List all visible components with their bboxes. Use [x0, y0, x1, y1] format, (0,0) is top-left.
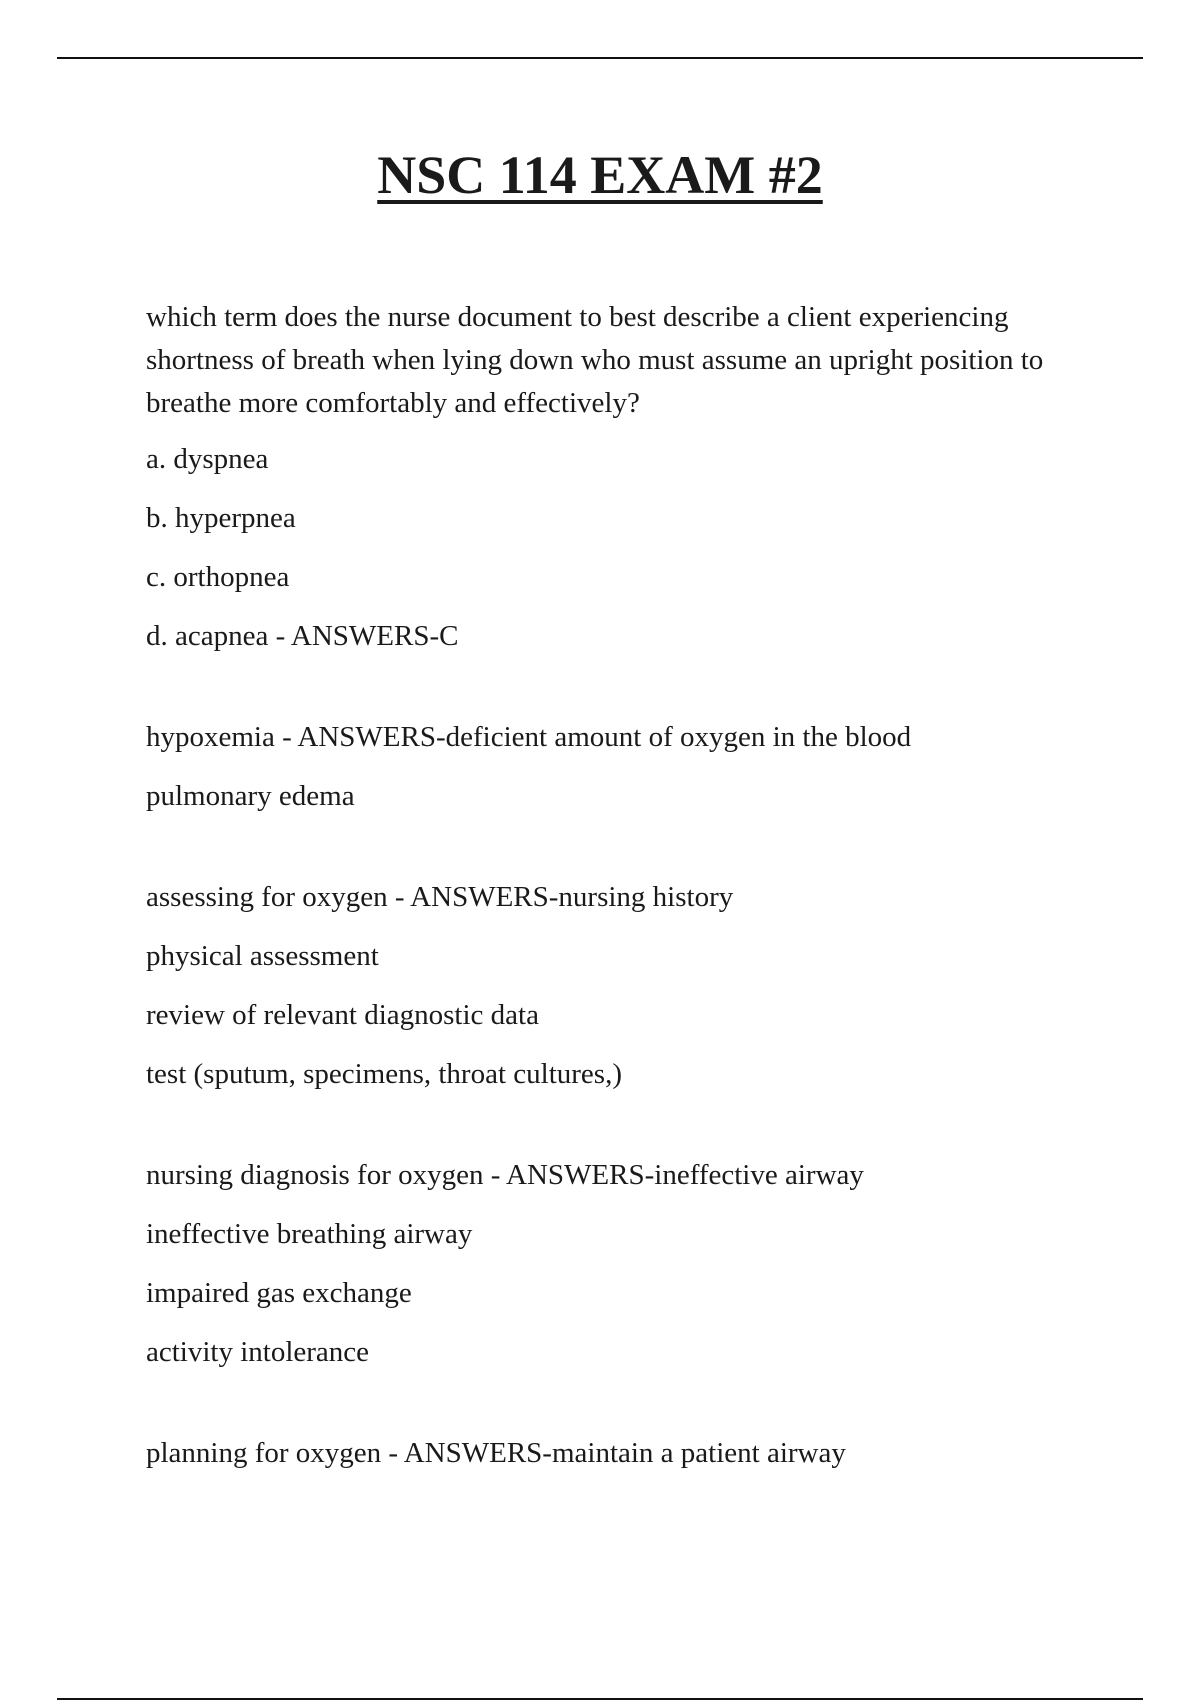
option-a: a. dyspnea	[146, 443, 269, 475]
document-body	[146, 296, 1066, 1475]
entry-line: physical assessment	[146, 940, 379, 972]
entry-line: activity intolerance	[146, 1336, 370, 1368]
question-block	[146, 296, 1066, 658]
option-d-answer: d. acapnea - ANSWERS-C	[146, 620, 459, 652]
entry-line: review of relevant diagnostic data	[146, 999, 539, 1031]
page-title-text: NSC 114 EXAM #2	[377, 145, 823, 205]
entry-line: hypoxemia - ANSWERS-deficient amount of oxygen in the blood	[146, 721, 912, 753]
entry-line: planning for oxygen - ANSWERS-maintain a patient airway	[146, 1437, 846, 1469]
entry-assessing-oxygen	[146, 876, 1066, 1096]
option-c: c. orthopnea	[146, 561, 290, 593]
entry-line: test (sputum, specimens, throat cultures,)	[146, 1058, 622, 1090]
entry-line: ineffective breathing airway	[146, 1218, 473, 1250]
entry-line: impaired gas exchange	[146, 1277, 412, 1309]
page-title	[0, 145, 1200, 205]
option-b: b. hyperpnea	[146, 502, 296, 534]
question-text: which term does the nurse document to best describe a client experiencing shortness of breath when lying down who must assume an upright position to breathe more comfortably and effectively?	[146, 301, 1044, 419]
entry-hypoxemia	[146, 716, 1066, 818]
entry-line: pulmonary edema	[146, 780, 355, 812]
entry-planning-oxygen	[146, 1432, 1066, 1475]
top-rule	[57, 57, 1143, 59]
entry-line: assessing for oxygen - ANSWERS-nursing history	[146, 881, 734, 913]
entry-line: nursing diagnosis for oxygen - ANSWERS-ineffective airway	[146, 1159, 864, 1191]
entry-nursing-diagnosis	[146, 1154, 1066, 1374]
